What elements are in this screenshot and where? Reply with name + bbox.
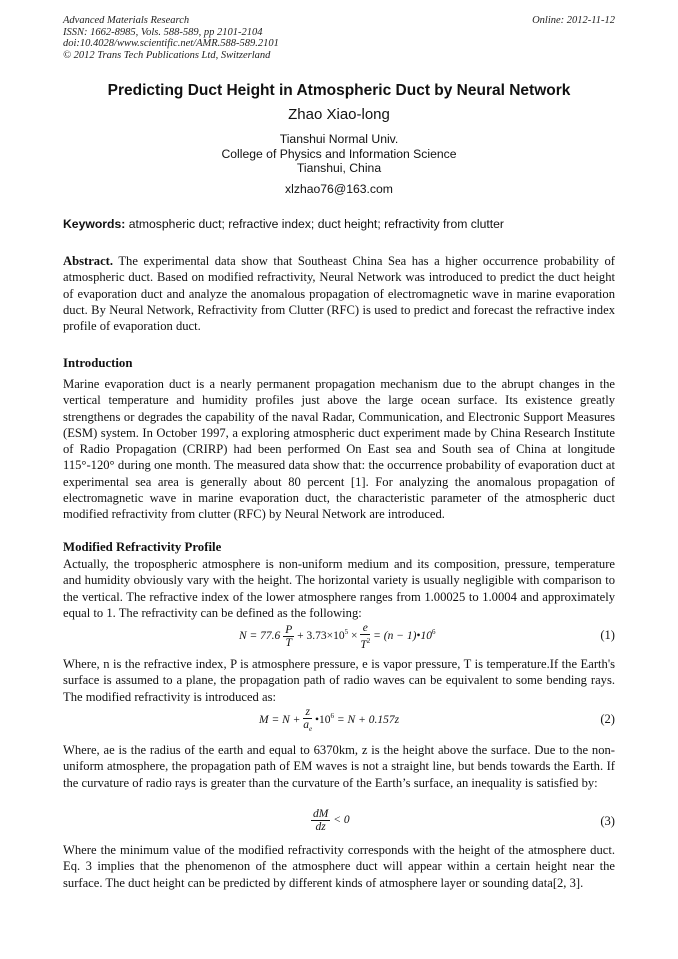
equation-1 — [63, 622, 615, 656]
issn-line: ISSN: 1662-8985, Vols. 588-589, pp 2101-2104 — [63, 26, 263, 38]
affiliation-line-3: Tianshui, China — [296, 161, 382, 175]
section-heading-modified-refractivity: Modified Refractivity Profile — [63, 540, 222, 554]
modified-refractivity-paragraph: Actually, the tropospheric atmosphere is non-uniform medium and its composition, pressure, temperature and humidity obviously vary with the height. The horizontal variety is usually negligible with comparison to the vertical. The refractive index of the lower atmosphere ranges from 1.00025 to 1.0004 and approximately equal to 1. The refractivity can be defined as the following: — [63, 557, 615, 620]
paper-title: Predicting Duct Height in Atmospheric Duct by Neural Network — [107, 82, 571, 99]
keywords-label: Keywords: — [63, 217, 126, 231]
equation-2-expression: M = N + $\frac{z}{a_e}$ $•10^6 = N + 0.157z$ — [259, 706, 400, 733]
paragraph-after-equation-1: Where, n is the refractive index, P is atmosphere pressure, e is vapor pressure, T is temperature.If the Earth's surface is assumed to a plane, the propagation path of radio waves can be equivalent to some bending rays. The modified refractivity is introduced as: — [63, 657, 615, 704]
equation-1-expression: N = 77.6 $\frac{P}{T}$ + $3.73\times 10^5$ × $\frac{e}{T^2}$ = $(n - 1)•10^6$ — [239, 622, 436, 651]
paragraph-after-equation-3: Where the minimum value of the modified refractivity corresponds with the height of the atmosphere duct. Eq. 3 implies that the phenomenon of the atmosphere duct will appear within a certain height near the surface. The duct height can be predicted by different kinds of atmosphere layer or sounding data[2, 3]. — [63, 843, 615, 890]
paragraph-after-equation-2: Where, ae is the radius of the earth and equal to 6370km, z is the height above the surface. Due to the non-uniform atmosphere, the propagation path of EM waves is not a straight line, but bends towards the Earth. If the curvature of radio rays is greater than the curvature of the Earth’s surface, an inequality is satisfied by: — [63, 743, 615, 790]
keywords — [63, 217, 615, 232]
journal-header — [63, 15, 615, 61]
journal-name: Advanced Materials Research — [63, 15, 190, 26]
author-name: Zhao Xiao-long — [288, 106, 390, 123]
equation-3-expression: $\frac{dM}{dz}$ < 0 — [313, 808, 350, 833]
abstract-text: The experimental data show that Southeast China Sea has a higher occurrence probability of atmospheric duct. Based on modified refractivity, Neural Network was introduced to predict the duct height of evaporation duct and analyze the anomalous propagation of electromagnetic wave in marine evaporation duct. By Neural Network, Refractivity from Clutter (RFC) is used to predict and forecast the refractive index profile of evaporation duct. — [63, 254, 616, 334]
equation-2-number: (2) — [600, 712, 615, 726]
introduction-paragraph: Marine evaporation duct is a nearly permanent propagation mechanism due to the abrupt changes in the vertical temperature and humidity profiles just above the large ocean surface. Its existence greatly strengthens or degrades the capability of the naval Radar, Communication, and Electronic Support Measures (ESM) system. In October 1997, a exploring atmospheric duct experiment made by China Research Institute of Radio Propagation (CRIRP) had been performed On East sea and South sea of China at longitude 115°-120° during one month. The measured data show that: the occurrence probability of evaporation duct at experimental sea area is generally about 80 percent [1]. For analyzing the anomalous propagation of electromagnetic wave in marine evaporation duct, the characteristic parameter of the atmospheric duct modified refractivity from clutter (RFC) by Neural Network are introduced. — [63, 377, 615, 522]
online-date: Online: 2012-11-12 — [532, 15, 615, 26]
equation-3-number: (3) — [600, 814, 615, 828]
keywords-text: atmospheric duct; refractive index; duct height; refractivity from clutter — [128, 217, 504, 231]
affiliation-line-2: College of Physics and Information Science — [221, 146, 457, 161]
equation-3 — [63, 808, 615, 842]
abstract — [63, 253, 615, 334]
copyright-line: © 2012 Trans Tech Publications Ltd, Switzerland — [63, 49, 271, 61]
abstract-label: Abstract. — [63, 254, 114, 268]
equation-2 — [63, 706, 615, 742]
affiliation-line-1: Tianshui Normal Univ. — [279, 132, 399, 146]
section-heading-introduction: Introduction — [63, 356, 133, 370]
affiliation — [63, 132, 615, 176]
equation-1-number: (1) — [600, 628, 615, 642]
doi-line: doi:10.4028/www.scientific.net/AMR.588-589.2101 — [63, 38, 279, 49]
author-email[interactable]: xlzhao76@163.com — [285, 182, 393, 196]
